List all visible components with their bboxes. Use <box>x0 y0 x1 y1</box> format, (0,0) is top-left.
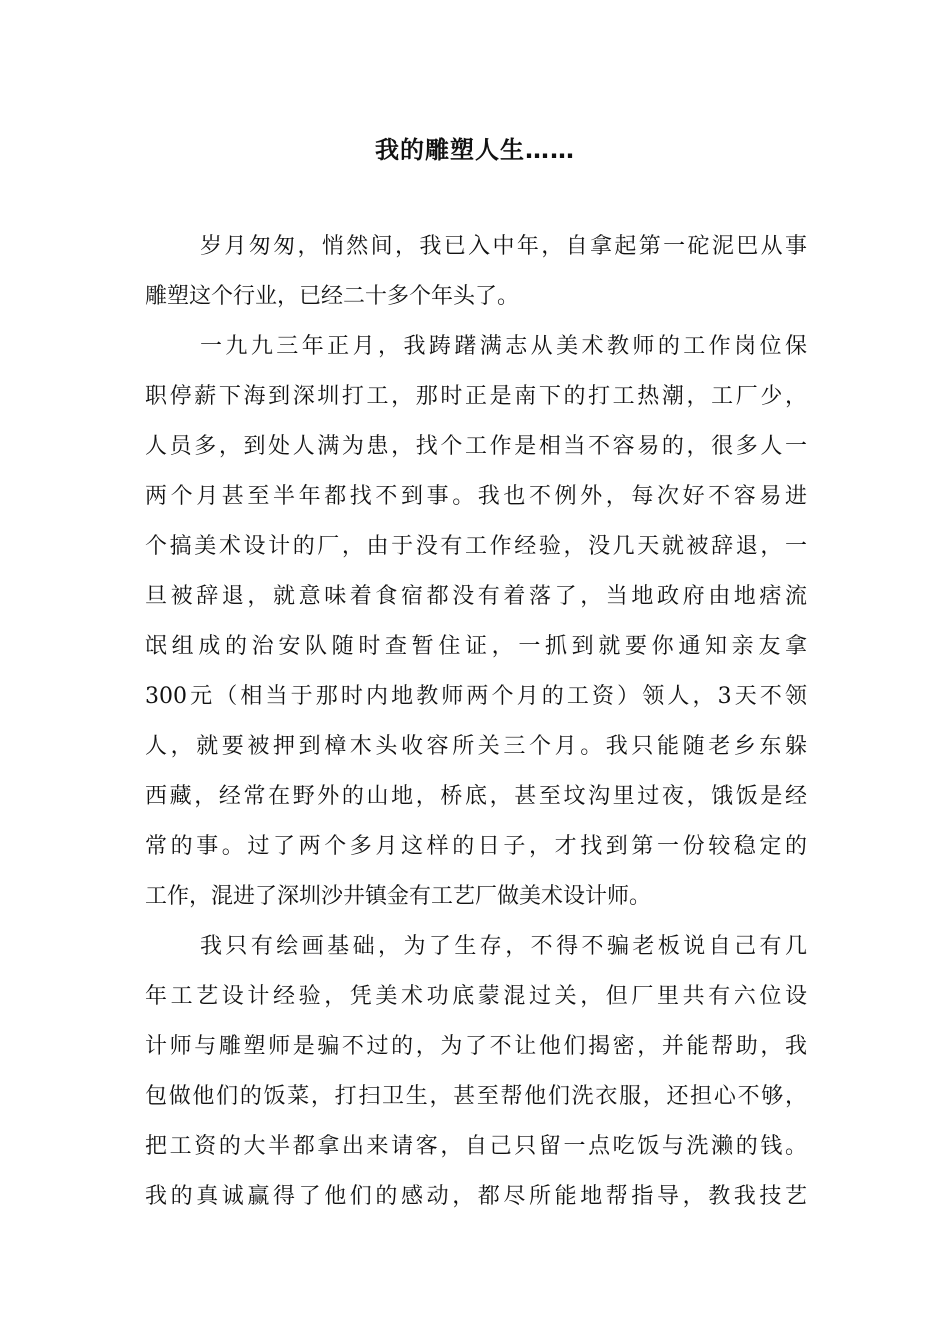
text-line: 300元（相当于那时内地教师两个月的工资）领人，3天不领 <box>145 684 807 709</box>
text-line: 把工资的大半都拿出来请客，自己只留一点吃饭与洗濑的钱。 <box>145 1134 807 1159</box>
text-line: 人，就要被押到樟木头收容所关三个月。我只能随老乡东躲 <box>145 734 807 759</box>
text-line: 一九九三年正月，我踌躇满志从美术教师的工作岗位保 <box>200 334 807 359</box>
text-line: 岁月匆匆，悄然间，我已入中年，自拿起第一砣泥巴从事 <box>200 234 807 259</box>
text-line: 工作，混进了深圳沙井镇金有工艺厂做美术设计师。 <box>145 884 652 909</box>
text-line: 雕塑这个行业，已经二十多个年头了。 <box>145 284 520 309</box>
document-body <box>145 222 807 1222</box>
text-line: 两个月甚至半年都找不到事。我也不例外，每次好不容易进 <box>145 484 807 509</box>
document-title: 我的雕塑人生…… <box>375 136 575 164</box>
text-line: 计师与雕塑师是骗不过的，为了不让他们揭密，并能帮助，我 <box>145 1034 807 1059</box>
text-line: 年工艺设计经验，凭美术功底蒙混过关，但厂里共有六位设 <box>145 984 807 1009</box>
text-line: 个搞美术设计的厂，由于没有工作经验，没几天就被辞退，一 <box>145 534 807 559</box>
text-line: 常的事。过了两个多月这样的日子，才找到第一份较稳定的 <box>145 834 807 859</box>
text-line: 西藏，经常在野外的山地，桥底，甚至坟沟里过夜，饿饭是经 <box>145 784 807 809</box>
text-line: 旦被辞退，就意味着食宿都没有着落了，当地政府由地痞流 <box>145 584 807 609</box>
text-line: 我的真诚赢得了他们的感动，都尽所能地帮指导，教我技艺 <box>145 1184 807 1209</box>
text-line: 包做他们的饭菜，打扫卫生，甚至帮他们洗衣服，还担心不够， <box>145 1084 807 1109</box>
text-line: 氓组成的治安队随时查暂住证，一抓到就要你通知亲友拿 <box>145 634 807 659</box>
text-line: 人员多，到处人满为患，找个工作是相当不容易的，很多人一 <box>145 434 807 459</box>
text-line: 职停薪下海到深圳打工，那时正是南下的打工热潮，工厂少， <box>145 384 807 409</box>
text-line: 我只有绘画基础，为了生存，不得不骗老板说自己有几 <box>200 934 807 959</box>
